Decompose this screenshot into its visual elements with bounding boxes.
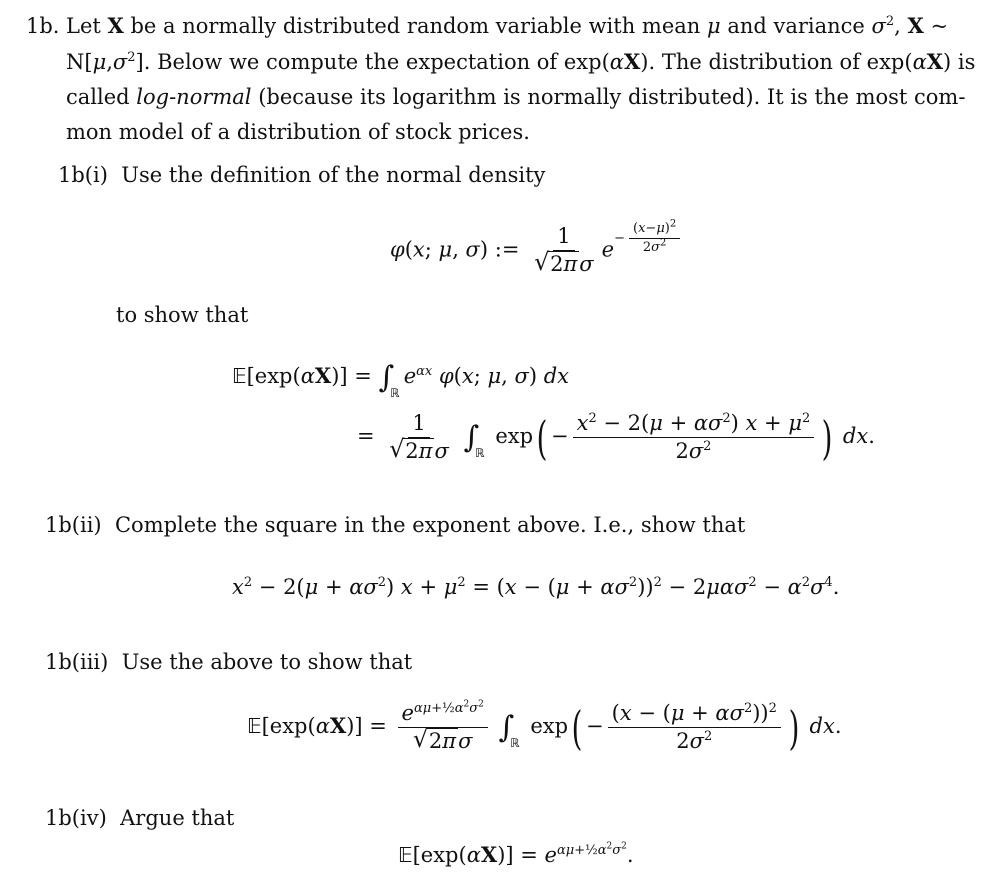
- intro-line-2: $N[\mu,\sigma^2]$. Below we compute the expectation of exp(αX). The distribution of exp(αX) is: [66, 49, 976, 74]
- complete-square-equation: $x^2 - 2(\mu + \alpha\sigma^2) x + \mu^2 = (x - (\mu + \alpha\sigma^2))^2 - 2\mu\alpha\sigma^2 - \alpha^2\sigma^4$.: [232, 575, 840, 599]
- part-i-heading: [58, 163, 545, 187]
- part-iv-label: 1b(iv): [45, 806, 107, 830]
- intro-text-1: Let X be a normally distributed random variable with mean μ and variance $\sigma^2$, X ~: [66, 13, 949, 38]
- intro-line-4: mon model of a distribution of stock prices.: [66, 120, 530, 144]
- density-fraction: 1 √ 2πσ: [530, 225, 598, 276]
- result-iii-equation: 𝔼[exp(αX)] = $e^{\alpha\mu+\frac{1}{2}\alpha^2\sigma^2}$ √ 2πσ $\int_ℝ$ exp( − $\frac{(x - (\mu + \alpha\sigma^2))^2}{2\sigma^2}$ ) dx.: [247, 702, 842, 753]
- result-iv-equation: 𝔼[exp(αX)] = $e^{\alpha\mu+\frac{1}{2}\alpha^2\sigma^2}$.: [398, 841, 634, 867]
- part-iv-text: Argue that: [120, 806, 235, 830]
- part-iii-label: 1b(iii): [45, 650, 109, 674]
- part-iii-heading: [45, 650, 412, 674]
- problem-intro: [26, 8, 976, 150]
- intro-line-1: [26, 8, 966, 44]
- part-iii-text: Use the above to show that: [121, 650, 413, 674]
- expectation-line-1: 𝔼[exp(αX)] = $\int_ℝe^{\alpha x}$ φ(x; μ, σ) dx: [232, 360, 569, 400]
- part-iv-heading: [45, 806, 234, 830]
- normal-density-equation: φ(x; μ, σ) := 1 √ 2πσ $e^{- \frac{(x-\mu)^2}{2\sigma^2}}$: [390, 222, 684, 276]
- expectation-line-2: = 1 √ 2πσ $\int_ℝ$ exp( − $\frac{x^2 - 2(\mu + \alpha\sigma^2) x + \mu^2}{2\sigma^2}$ ) dx.: [357, 412, 875, 463]
- part-ii-text: Complete the square in the exponent above. I.e., show that: [114, 513, 746, 537]
- part-ii-label: 1b(ii): [45, 513, 102, 537]
- part-i-follow-text: to show that: [116, 303, 249, 327]
- problem-label: 1b.: [26, 14, 60, 38]
- part-ii-heading: [45, 513, 745, 537]
- part-i-text: Use the definition of the normal density: [121, 163, 546, 187]
- intro-line-3: called log-normal (because its logarithm is normally distributed). It is the most com-: [66, 85, 966, 109]
- part-i-label: 1b(i): [58, 163, 108, 187]
